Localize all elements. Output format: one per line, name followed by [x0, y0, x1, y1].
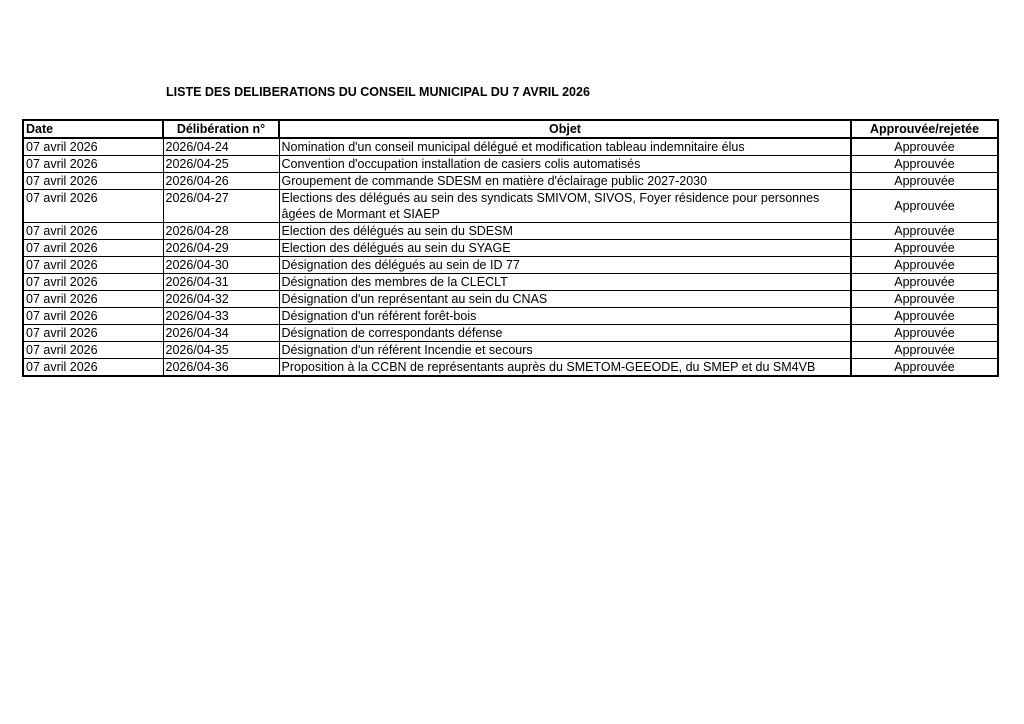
cell-date: 07 avril 2026: [23, 223, 163, 240]
cell-statut: Approuvée: [851, 223, 998, 240]
cell-numero: 2026/04-33: [163, 308, 279, 325]
cell-date: 07 avril 2026: [23, 342, 163, 359]
header-objet: Objet: [279, 120, 851, 138]
cell-statut: Approuvée: [851, 342, 998, 359]
cell-objet: Désignation de correspondants défense: [279, 325, 851, 342]
cell-date: 07 avril 2026: [23, 257, 163, 274]
cell-objet: Désignation d'un représentant au sein du CNAS: [279, 291, 851, 308]
cell-numero: 2026/04-36: [163, 359, 279, 377]
cell-statut: Approuvée: [851, 156, 998, 173]
cell-numero: 2026/04-29: [163, 240, 279, 257]
table-row: [23, 342, 998, 359]
cell-objet: Désignation des membres de la CLECLT: [279, 274, 851, 291]
table-row: [23, 240, 998, 257]
cell-statut: Approuvée: [851, 274, 998, 291]
table-row: [23, 173, 998, 190]
cell-date: 07 avril 2026: [23, 190, 163, 223]
cell-date: 07 avril 2026: [23, 274, 163, 291]
table-row: [23, 138, 998, 156]
table-row: [23, 156, 998, 173]
deliberations-table: [22, 119, 999, 377]
cell-statut: Approuvée: [851, 138, 998, 156]
cell-objet: Convention d'occupation installation de casiers colis automatisés: [279, 156, 851, 173]
cell-objet: Groupement de commande SDESM en matière d'éclairage public 2027-2030: [279, 173, 851, 190]
table-row: [23, 190, 998, 223]
table-row: [23, 325, 998, 342]
cell-statut: Approuvée: [851, 308, 998, 325]
cell-date: 07 avril 2026: [23, 156, 163, 173]
header-date: Date: [23, 120, 163, 138]
cell-numero: 2026/04-26: [163, 173, 279, 190]
cell-objet: Election des délégués au sein du SYAGE: [279, 240, 851, 257]
document-title: LISTE DES DELIBERATIONS DU CONSEIL MUNICIPAL DU 7 AVRIL 2026: [166, 85, 590, 99]
cell-numero: 2026/04-28: [163, 223, 279, 240]
cell-objet: Proposition à la CCBN de représentants auprès du SMETOM-GEEODE, du SMEP et du SM4VB: [279, 359, 851, 377]
cell-date: 07 avril 2026: [23, 138, 163, 156]
cell-objet: Nomination d'un conseil municipal délégué et modification tableau indemnitaire élus: [279, 138, 851, 156]
cell-objet: Elections des délégués au sein des syndicats SMIVOM, SIVOS, Foyer résidence pour personnes âgées de Mormant et SIAEP: [279, 190, 851, 223]
cell-numero: 2026/04-35: [163, 342, 279, 359]
table-row: [23, 359, 998, 377]
table-row: [23, 308, 998, 325]
cell-statut: Approuvée: [851, 240, 998, 257]
table-body: [23, 138, 998, 376]
cell-numero: 2026/04-34: [163, 325, 279, 342]
cell-objet: Désignation d'un référent Incendie et secours: [279, 342, 851, 359]
cell-date: 07 avril 2026: [23, 173, 163, 190]
header-numero: Délibération n°: [163, 120, 279, 138]
cell-numero: 2026/04-32: [163, 291, 279, 308]
table-header-row: [23, 120, 998, 138]
table-row: [23, 291, 998, 308]
cell-statut: Approuvée: [851, 359, 998, 377]
cell-objet: Election des délégués au sein du SDESM: [279, 223, 851, 240]
cell-date: 07 avril 2026: [23, 291, 163, 308]
table-row: [23, 274, 998, 291]
cell-numero: 2026/04-31: [163, 274, 279, 291]
cell-statut: Approuvée: [851, 190, 998, 223]
cell-date: 07 avril 2026: [23, 325, 163, 342]
cell-statut: Approuvée: [851, 257, 998, 274]
cell-objet: Désignation des délégués au sein de ID 77: [279, 257, 851, 274]
cell-statut: Approuvée: [851, 173, 998, 190]
cell-statut: Approuvée: [851, 325, 998, 342]
cell-date: 07 avril 2026: [23, 240, 163, 257]
cell-numero: 2026/04-27: [163, 190, 279, 223]
header-statut: Approuvée/rejetée: [851, 120, 998, 138]
cell-objet: Désignation d'un référent forêt-bois: [279, 308, 851, 325]
cell-numero: 2026/04-30: [163, 257, 279, 274]
cell-statut: Approuvée: [851, 291, 998, 308]
cell-numero: 2026/04-24: [163, 138, 279, 156]
table-row: [23, 223, 998, 240]
table-header: [23, 120, 998, 138]
cell-numero: 2026/04-25: [163, 156, 279, 173]
table-row: [23, 257, 998, 274]
deliberations-table-container: [22, 119, 997, 377]
cell-date: 07 avril 2026: [23, 359, 163, 377]
cell-date: 07 avril 2026: [23, 308, 163, 325]
